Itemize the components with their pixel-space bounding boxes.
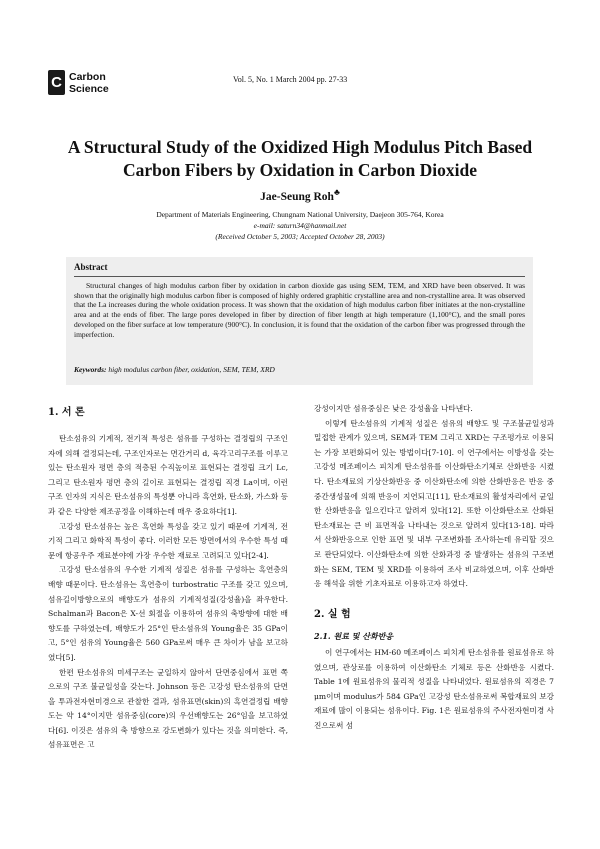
logo-line-carbon: Carbon (69, 70, 106, 83)
corresponding-author-icon: ♣ (333, 187, 340, 197)
section-heading-introduction: 1. 서 론 (48, 407, 85, 418)
logo-c-icon: C (48, 70, 65, 95)
left-column (48, 432, 288, 753)
affiliation: Department of Materials Engineering, Chungnam National University, Daejeon 305-764, Korea (156, 210, 444, 219)
author-name (0, 187, 600, 203)
right-paragraph-2: 이렇게 탄소섬유의 기계적 성질은 섬유의 배향도 및 구조불균일성과 밀접한 관계가 있으며, SEM과 TEM 그리고 XRD는 구조평가로 이용되는 가장 보편화되어 있는 방법이다[7-10]. 이 연구에서는 이방성을 갖는 고강성 메조페이스 피치계 탄소섬유를 이산화탄소기체로 산화반응 시켰다. 탄소재료의 기상산화반응 중 이산화탄소에 의한 산화반응은 반응 중 중간생성물에 의해 반응이 지연되고[11], 탄소재료의 활성자리에서 균일한 산화반응을 일으킨다고 알려져 있다[12]. 또한 이산화탄소로 산화된 탄소재료는 큰 비 표면적을 나타내는 것으로 알려져 있다[13-18]. 따라서 산화반응으로 인한 표면 및 내부 구조변화를 조사하는데 유리할 것으로 판단되었다. 이산화탄소에 의한 산화과정 중 발생하는 섬유의 구조변화는 SEM, TEM 및 XRD를 이용하여 조사 비교하였으며, 이후 산화반응 해석을 위한 기초자료로 이용하고자 하였다. (314, 418, 554, 589)
right-paragraph-1: 강성이지만 섬유중심은 낮은 강성율을 나타낸다. (314, 404, 473, 413)
section-heading-experiment: 2. 실 험 (314, 609, 351, 620)
experiment-paragraph-1: 이 연구에서는 HM-60 메조페이스 피치계 탄소섬유를 원료섬유로 하였으며, 관상로를 이용하여 이산화탄소 기체로 등온 산화반응 시켰다. Table 1에 원료섬유의 물리적 성질을 나타내었다. 원료섬유의 직경은 7 μm이며 modulus가 584 GPa인 고강성 탄소섬유로써 복합재료의 보강재료에 많이 이용되는 섬유이다. Fig. 1은 원료섬유의 주사전자현미경 사진으로써 섬 (314, 648, 554, 730)
title-line-2: Carbon Fibers by Oxidation in Carbon Dioxide (123, 160, 477, 180)
right-column-bottom (314, 646, 554, 734)
subsection-heading-materials: 2.1. 원료 및 산화반응 (314, 631, 394, 641)
intro-paragraph-1: 탄소섬유의 기계적, 전기적 특성은 섬유를 구성하는 결정립의 구조인자에 의해 결정되는데, 구조인자로는 면간거리 d, 육각고리구조를 이루고 있는 탄소원자 평면 층의 적층된 수직높이로 표현되는 결정립 크기 Lc, 그리고 탄소원자 평면 층의 길이로 표현되는 결정립 직경 La이며, 이런 구조 인자의 지식은 탄소섬유의 특성뿐 아니라 흑연화, 탄소화, 가스화 등과 같은 다양한 제조공정을 이해하는데 매우 중요하다[1]. (48, 434, 288, 516)
received-dates: (Received October 5, 2003; Accepted October 28, 2003) (215, 232, 385, 241)
logo-text (69, 71, 109, 95)
journal-logo (48, 70, 109, 95)
paper-title (30, 136, 570, 182)
title-line-1: A Structural Study of the Oxidized High Modulus Pitch Based (67, 137, 533, 157)
keywords-label: Keywords: (74, 365, 107, 374)
abstract-divider (74, 276, 525, 277)
abstract-heading: Abstract (74, 262, 108, 272)
journal-reference: Vol. 5, No. 1 March 2004 pp. 27-33 (233, 75, 348, 84)
affiliation-block (0, 209, 600, 242)
intro-paragraph-3: 고강성 탄소섬유의 우수한 기계적 성질은 섬유를 구성하는 흑연층의 배향 때문이다. 탄소섬유는 흑연층이 turbostratic 구조를 갖고 있으며, 섬유길이방향으로의 배향도가 섬유의 기계적성질(강성율)을 좌우한다. Schalman과 Bacon은 X-선 회절을 이용하여 섬유의 축방향에 대한 배향도를 구하였는데, 배향도가 25°인 탄소섬유의 Young율은 35 GPa이고, 5°인 섬유의 Young율은 560 GPa로써 매우 큰 차이가 남을 보고하였다[5]. (48, 565, 288, 662)
keywords-line (74, 365, 275, 374)
logo-line-science: Science (69, 82, 109, 95)
abstract-box (66, 257, 533, 385)
author-name-text: Jae-Seung Roh (260, 190, 334, 203)
author-email: e-mail: saturn34@hanmail.net (253, 221, 347, 230)
keywords-list: high modulus carbon fiber, oxidation, SEM, TEM, XRD (108, 365, 275, 374)
intro-paragraph-2: 고강성 탄소섬유는 높은 흑연화 특성을 갖고 있기 때문에 기계적, 전기적 그리고 화학적 특성이 좋다. 이러한 모든 방면에서의 우수한 특성 때문에 항공우주 재료분야에 가장 우수한 재료로 고려되고 있다[2-4]. (48, 521, 288, 560)
abstract-text: Structural changes of high modulus carbon fiber by oxidation in carbon dioxide gas using SEM, TEM, and XRD have been observed. It was shown that the originally high modulus carbon fiber is composed of highly ordered graphitic crystalline area and non-crystalline area. It was observed that the La increases during the whole oxidation process. It was shown that the oxidation of high modulus carbon fiber initiates at the non-crystalline area and at the ends of fiber. The large pores developed in fiber by direction of fiber length at high temperature (1,100°C), and the small pores developed on the fiber surface at low temperature (900°C). In conclusion, it is found that the oxidation of the carbon fiber was progressed through the imperfection. (74, 281, 525, 339)
right-column-top (314, 402, 554, 592)
intro-paragraph-4: 한편 탄소섬유의 미세구조는 균일하지 않아서 단면중심에서 표면 쪽으로의 구조 불균일성을 갖는다. Johnson 등은 고강성 탄소섬유의 단면을 투과전자현미경으로 관찰한 결과, 섬유표면(skin)의 흑연결정립 배향도는 약 14°이지만 섬유중심(core)의 우선배향도는 26°임을 보고하였다[6]. 이것은 섬유의 축 방향으로 강도변화가 있다는 것을 의미한다. 즉, 섬유표면은 고 (48, 667, 288, 750)
